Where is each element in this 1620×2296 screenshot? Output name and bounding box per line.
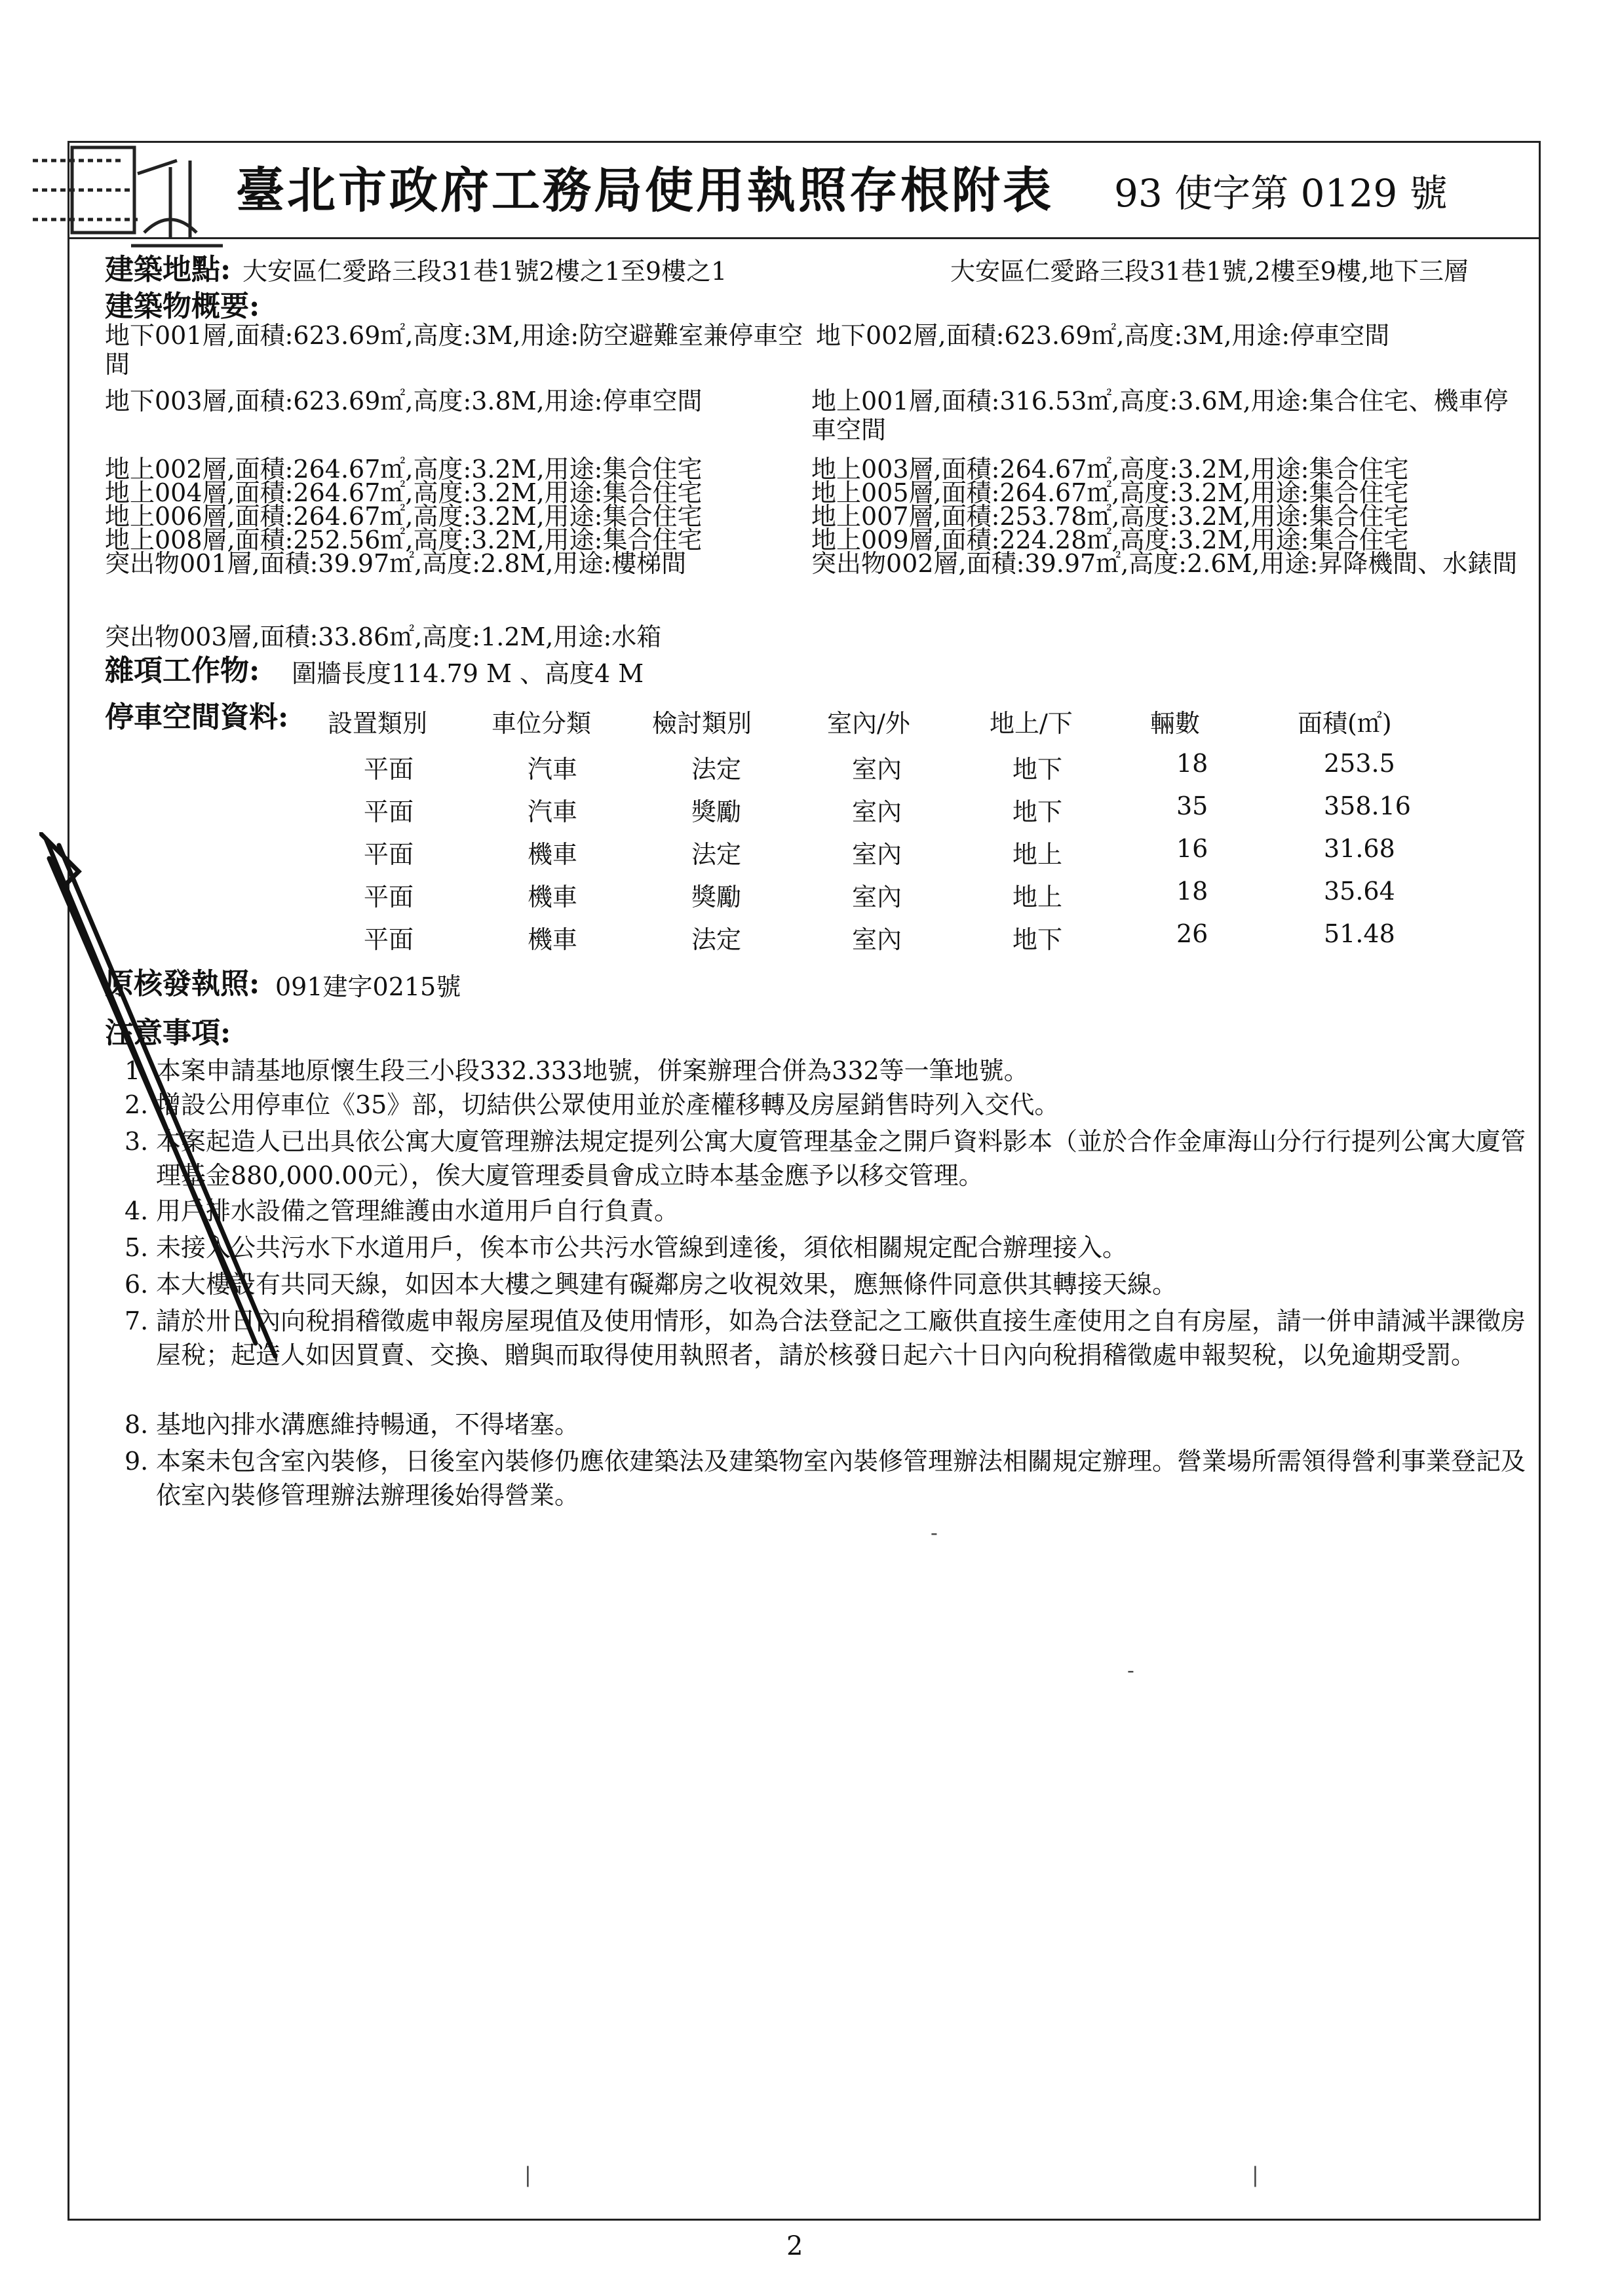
table-cell: 獎勵 bbox=[691, 883, 742, 911]
note-number: 7. bbox=[125, 1307, 149, 1335]
table-cell: 253.5 bbox=[1324, 749, 1395, 778]
note-text: 基地內排水溝應維持暢通，不得堵塞。 bbox=[156, 1410, 580, 1439]
table-cell: 平面 bbox=[364, 925, 414, 954]
permit-number: 93 使字第 0129 號 bbox=[1114, 171, 1448, 216]
note-number: 3. bbox=[125, 1127, 149, 1156]
list-item bbox=[125, 1231, 1527, 1265]
note-number: 1. bbox=[125, 1056, 149, 1085]
table-cell: 地下 bbox=[1013, 797, 1063, 826]
stamp-mark bbox=[33, 134, 236, 265]
table-cell: 18 bbox=[1176, 749, 1208, 778]
site-label: 建築地點: bbox=[105, 253, 231, 286]
misc-value: 圍牆長度114.79 M 、高度4 M bbox=[292, 659, 644, 688]
list-item bbox=[125, 1444, 1527, 1512]
table-cell: 汽車 bbox=[528, 755, 578, 784]
list-item bbox=[125, 1304, 1527, 1406]
table-cell: 汽車 bbox=[528, 797, 578, 826]
note-text: 本案起造人已出具依公寓大廈管理辦法規定提列公寓大廈管理基金之開戶資料影本（並於合作金庫海山分行行提列公寓大廈管理基金880,000.00元），俟大廈管理委員會成立時本基金應予以移交管理。 bbox=[156, 1127, 1526, 1190]
table-cell: 平面 bbox=[364, 840, 414, 869]
notes-label: 注意事項: bbox=[105, 1016, 231, 1050]
table-cell: 室內 bbox=[852, 797, 902, 826]
parking-header: 地上/下 bbox=[990, 709, 1073, 738]
original-permit-label: 原核發執照: bbox=[105, 967, 260, 1001]
floor-9f: 地上009層,面積:224.28㎡,高度:3.2M,用途:集合住宅 bbox=[811, 526, 1409, 554]
floor-rf2: 突出物002層,面積:39.97㎡,高度:2.6M,用途:昇降機間、水錶間 bbox=[811, 549, 1518, 578]
parking-label: 停車空間資料: bbox=[105, 700, 289, 734]
table-cell: 室內 bbox=[852, 883, 902, 911]
note-number: 4. bbox=[125, 1196, 149, 1225]
table-cell: 法定 bbox=[691, 755, 742, 784]
site-value: 大安區仁愛路三段31巷1號2樓之1至9樓之1 bbox=[242, 257, 727, 286]
list-item bbox=[125, 1267, 1527, 1301]
floor-8f: 地上008層,面積:252.56㎡,高度:3.2M,用途:集合住宅 bbox=[105, 526, 703, 554]
note-text: 增設公用停車位《35》部，切結供公眾使用並於產權移轉及房屋銷售時列入交代。 bbox=[156, 1090, 1060, 1119]
site-value-secondary: 大安區仁愛路三段31巷1號,2樓至9樓,地下三層 bbox=[950, 257, 1469, 286]
table-cell: 室內 bbox=[852, 755, 902, 784]
list-item bbox=[125, 1194, 1527, 1228]
original-permit-value: 091建字0215號 bbox=[275, 972, 461, 1001]
table-cell: 358.16 bbox=[1324, 792, 1411, 820]
table-cell: 地上 bbox=[1013, 883, 1063, 911]
table-cell: 機車 bbox=[528, 883, 578, 911]
note-text: 用戶排水設備之管理維護由水道用戶自行負責。 bbox=[156, 1196, 680, 1225]
floor-b2: 地下002層,面積:623.69㎡,高度:3M,用途:停車空間 bbox=[816, 321, 1390, 350]
table-cell: 機車 bbox=[528, 925, 578, 954]
table-cell: 地下 bbox=[1013, 755, 1063, 784]
table-cell: 平面 bbox=[364, 755, 414, 784]
table-cell: 35 bbox=[1176, 792, 1208, 820]
note-text: 本案未包含室內裝修，日後室內裝修仍應依建築法及建築物室內裝修管理辦法相關規定辦理。營業場所需領得營利事業登記及依室內裝修管理辦法辦理後始得營業。 bbox=[156, 1447, 1526, 1510]
table-cell: 平面 bbox=[364, 797, 414, 826]
floor-1f: 地上001層,面積:316.53㎡,高度:3.6M,用途:集合住宅、機車停車空間 bbox=[811, 387, 1509, 444]
table-cell: 地下 bbox=[1013, 925, 1063, 954]
floor-4f: 地上004層,面積:264.67㎡,高度:3.2M,用途:集合住宅 bbox=[105, 478, 703, 507]
floor-2f: 地上002層,面積:264.67㎡,高度:3.2M,用途:集合住宅 bbox=[105, 455, 703, 484]
scan-tick: | bbox=[1252, 2162, 1259, 2187]
note-text: 未接入公共污水下水道用戶，俟本市公共污水管線到達後，須依相關規定配合辦理接入。 bbox=[156, 1233, 1128, 1262]
table-cell: 機車 bbox=[528, 840, 578, 869]
note-number: 6. bbox=[125, 1270, 149, 1299]
table-cell: 18 bbox=[1176, 877, 1208, 906]
parking-header: 輛數 bbox=[1150, 709, 1201, 738]
page-number: 2 bbox=[786, 2231, 803, 2261]
table-cell: 26 bbox=[1176, 919, 1208, 948]
floor-7f: 地上007層,面積:253.78㎡,高度:3.2M,用途:集合住宅 bbox=[811, 502, 1409, 531]
floor-b1: 地下001層,面積:623.69㎡,高度:3M,用途:防空避難室兼停車空間 bbox=[105, 321, 803, 379]
parking-header: 車位分類 bbox=[492, 709, 592, 738]
note-text: 請於卅日內向稅捐稽徵處申報房屋現值及使用情形，如為合法登記之工廠供直接生產使用之自有房屋，請一併申請減半課徵房屋稅；起造人如因買賣、交換、贈與而取得使用執照者，請於核發日起六十日內向稅捐稽徵處申報契稅，以免逾期受罰。 bbox=[156, 1307, 1526, 1369]
list-item bbox=[125, 1088, 1527, 1122]
note-text: 本大樓設有共同天線，如因本大樓之興建有礙鄰房之收視效果，應無條件同意供其轉接天線。 bbox=[156, 1270, 1178, 1299]
table-cell: 35.64 bbox=[1324, 877, 1395, 906]
floor-3f: 地上003層,面積:264.67㎡,高度:3.2M,用途:集合住宅 bbox=[811, 455, 1409, 484]
table-cell: 獎勵 bbox=[691, 797, 742, 826]
table-cell: 51.48 bbox=[1324, 919, 1395, 948]
parking-header: 面積(㎡) bbox=[1298, 709, 1392, 738]
overview-label: 建築物概要: bbox=[105, 290, 260, 323]
table-cell: 地上 bbox=[1013, 840, 1063, 869]
table-cell: 16 bbox=[1176, 834, 1208, 863]
table-cell: 31.68 bbox=[1324, 834, 1395, 863]
table-cell: 法定 bbox=[691, 840, 742, 869]
note-text: 本案申請基地原懷生段三小段332.333地號，併案辦理合併為332等一筆地號。 bbox=[156, 1056, 1029, 1085]
note-number: 5. bbox=[125, 1233, 149, 1262]
table-cell: 平面 bbox=[364, 883, 414, 911]
scan-tick: | bbox=[524, 2162, 531, 2187]
parking-header: 設置類別 bbox=[328, 709, 428, 738]
scan-speck: - bbox=[1127, 1658, 1134, 1683]
note-number: 8. bbox=[125, 1410, 149, 1439]
table-cell: 室內 bbox=[852, 925, 902, 954]
parking-header: 檢討類別 bbox=[652, 709, 752, 738]
table-cell: 法定 bbox=[691, 925, 742, 954]
note-number: 2. bbox=[125, 1090, 149, 1119]
list-item bbox=[125, 1054, 1527, 1088]
misc-label: 雜項工作物: bbox=[105, 654, 260, 687]
floor-rf3: 突出物003層,面積:33.86㎡,高度:1.2M,用途:水箱 bbox=[105, 622, 662, 651]
note-number: 9. bbox=[125, 1447, 149, 1476]
list-item bbox=[125, 1407, 1527, 1442]
list-item bbox=[125, 1124, 1527, 1193]
scan-speck: - bbox=[931, 1520, 938, 1545]
table-cell: 室內 bbox=[852, 840, 902, 869]
pen-stroke-mark bbox=[39, 832, 315, 1369]
parking-header: 室內/外 bbox=[827, 709, 910, 738]
document-title: 臺北市政府工務局使用執照存根附表 bbox=[236, 163, 1054, 219]
floor-rf1: 突出物001層,面積:39.97㎡,高度:2.8M,用途:樓梯間 bbox=[105, 549, 687, 578]
floor-b3: 地下003層,面積:623.69㎡,高度:3.8M,用途:停車空間 bbox=[105, 387, 703, 415]
floor-6f: 地上006層,面積:264.67㎡,高度:3.2M,用途:集合住宅 bbox=[105, 502, 703, 531]
floor-5f: 地上005層,面積:264.67㎡,高度:3.2M,用途:集合住宅 bbox=[811, 478, 1409, 507]
